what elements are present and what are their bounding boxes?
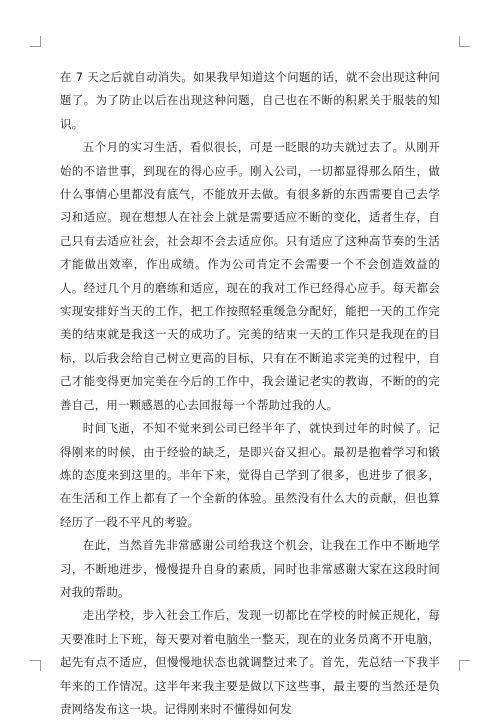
crop-mark-top-right: [459, 36, 470, 47]
paragraph: 五个月的实习生活，看似很长，可是一眨眼的功夫就过去了。从刚开始的不谙世事，到现在的得心应手。刚入公司，一切都显得那么陌生，做什么事情心里都没有底气，不能放开去做。有很多新的东西需要自己去学习和适应。现在想想人在社会上就是需要适应不断的变化，适者生存，自己只有去适应社会，社会却不会去适应你。只有适应了这种高节奏的生活才能做出效率，作出成绩。作为公司肯定不会需要一个不会创造效益的人。经过几个月的磨练和适应，现在的我对工作已经得心应手。每天都会实现安排好当天的工作，把工作按照轻重缓急分配好，能把一天的工作完美的结束就是我这一天的成功了。完美的结束一天的工作只是我现在的目标，以后我会给自己树立更高的目标，只有在不断追求完美的过程中，自己才能变得更加完美在今后的工作中，我会谨记老实的教诲，不断的的完善自己，用一颗感恩的心去回报每一个帮助过我的人。: [60, 140, 440, 412]
paragraph: 在此，当然首先非常感谢公司给我这个机会，让我在工作中不断地学习，不断地进步，慢慢提升自身的素质，同时也非常感谢大家在这段时间对我的帮助。: [60, 538, 440, 599]
paragraph: 时间飞逝，不知不觉来到公司已经半年了，就快到过年的时候了。记得刚来的时候，由于经验的缺乏，是即兴奋又担心。最初是抱着学习和锻炼的态度来到这里的。半年下来，觉得自己学到了很多，也进步了很多，在生活和工作上都有了一个全新的体验。虽然没有什么大的贡献，但也算经历了一段不平凡的考验。: [60, 421, 440, 529]
paragraph: 在 7 天之后就自动消失。如果我早知道这个问题的话，就不会出现这种问题了。为了防止以后在出现这种问题，自己也在不断的积累关于服装的知识。: [60, 70, 440, 131]
crop-mark-top-left: [30, 36, 41, 47]
paragraph: 走出学校，步入社会工作后，发现一切都比在学校的时候正规化，每天要准时上下班，每天要对着电脑坐一整天，现在的业务员离不开电脑，起先有点不适应，但慢慢地状态也就调整过来了。首先，先总结一下我半年来的工作情况。这半年来我主要是做以下这些事，最主要的当然还是负责网络发布这一块。记得刚来时不懂得如何发: [60, 608, 440, 716]
crop-mark-bottom-left: [30, 660, 41, 671]
document-body: [60, 66, 440, 721]
crop-mark-bottom-right: [459, 660, 470, 671]
